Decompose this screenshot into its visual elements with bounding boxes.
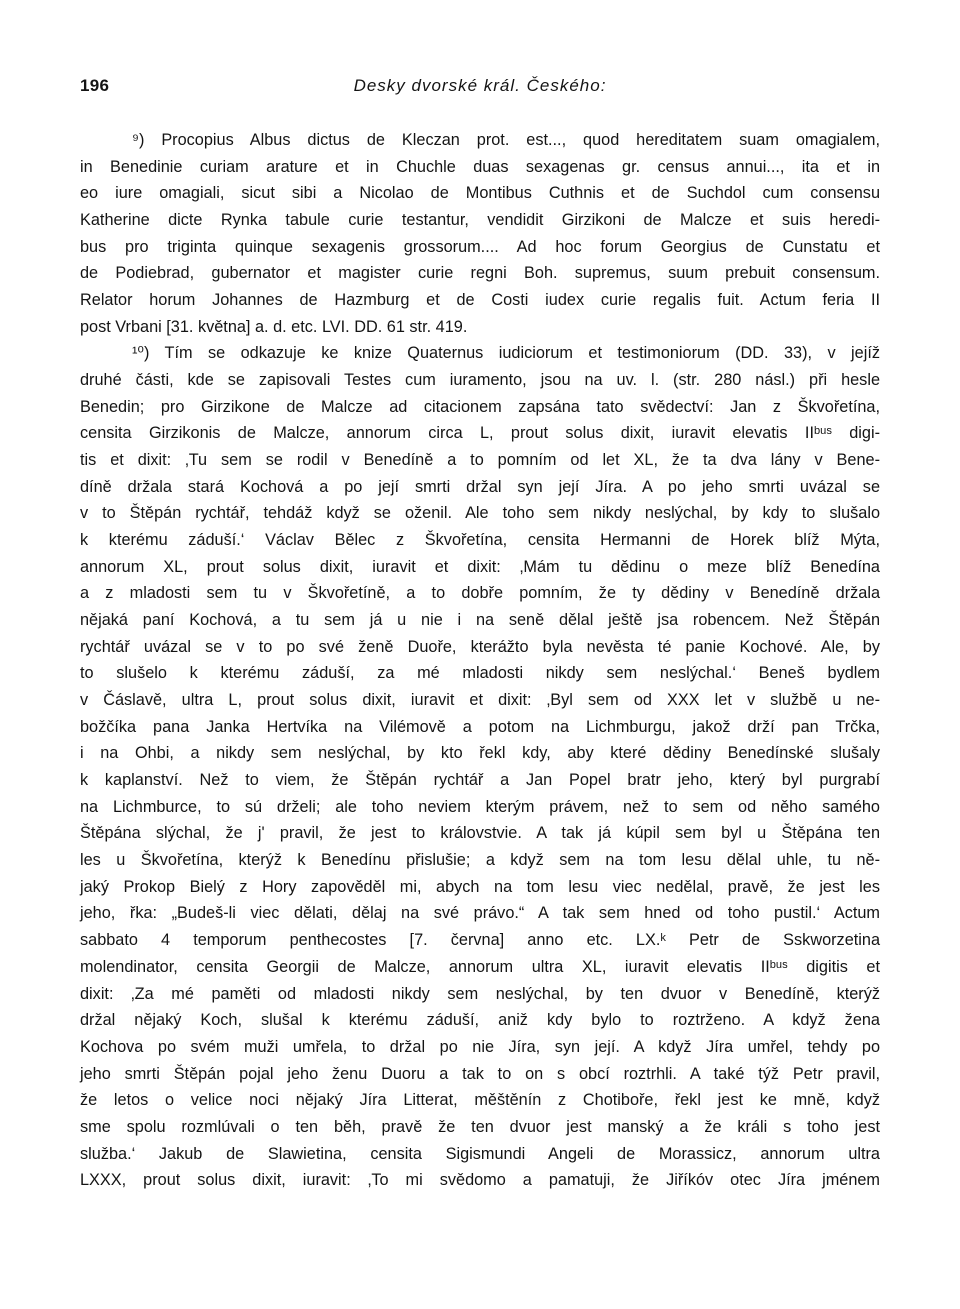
text-line: molendinator, censita Georgii de Malcze, annorum ultra XL, iuravit elevatis IIᵇᵘˢ digitis et (80, 957, 880, 976)
text-line: in Benedinie curiam arature et in Chuchle duas sexagenas gr. census annui..., ita et in (80, 157, 880, 176)
text-line: díně držala stará Kochová a po její smrti držal syn její Jíra. A po jeho smrti uvázal se (80, 477, 880, 496)
text-line: božčíka pana Janka Hertvíka na Vilémově a potom na Lichmburgu, jakož drží pan Trčka, (80, 717, 880, 736)
text-line: nějaká paní Kochová, a tu sem já u nie i na seně dělal ještě jsa robencem. Než Štěpán (80, 611, 880, 630)
text-line: bus pro triginta quinque sexagenis grossorum.... Ad hoc forum Georgius de Cunstatu et (80, 237, 880, 256)
text-line: les u Škvořetína, kterýž k Benedínu přislušie; a když sem na tom lesu dělal uhle, tu ně- (80, 851, 880, 870)
text-line: na Lichmburce, to sú drželi; ale toho neviem kterým právem, než to sem od něho samého (80, 797, 880, 816)
text-line: Katherine dicte Rynka tabule curie testantur, vendidit Girzikoni de Malcze et suis heredi- (80, 211, 880, 230)
text-line: to slušelo k kterému záduší, za mé mladosti nikdy sem neslýchal.‘ Beneš bydlem (80, 664, 880, 683)
text-line: LXXX, prout solus dixit, iuravit: ‚To mi svědomo a pamatuji, že Jiříkóv otec Jíra jménem (80, 1171, 880, 1190)
text-line: Kochova po svém muži umřela, to držal po nie Jíra, syn její. A když Jíra umřel, tehdy po (80, 1037, 880, 1056)
text-line: Benedin; pro Girzikone de Malcze ad citacionem zapsána tato svědectví: Jan z Škvořetína, (80, 397, 880, 416)
text-line: tis et dixit: ‚Tu sem se rodil v Benedíně a to pomním od let XL, že ta dva lány v Bene- (80, 451, 880, 470)
page-number: 196 (80, 76, 110, 95)
running-head (80, 76, 880, 100)
text-line: post Vrbani [31. května] a. d. etc. LVI. DD. 61 str. 419. (80, 317, 468, 336)
text-line: dixit: ‚Za mé paměti od mladosti nikdy sem neslýchal, by ten dvuor v Benedíně, kterýž (80, 984, 880, 1003)
text-line: služba.‘ Jakub de Slawietina, censita Sigismundi Angeli de Morassicz, annorum ultra (80, 1144, 880, 1163)
text-line: jeho smrti Štěpán pojal jeho ženu Duoru a tak to on s obcí roztrhli. A také týž Petr pravil, (80, 1064, 880, 1083)
running-title: Desky dvorské král. Českého: (353, 76, 607, 95)
footnote-10-line: ¹⁰) Tím se odkazuje ke knize Quaternus iudiciorum et testimoniorum (DD. 33), v jejíž (132, 344, 880, 363)
footnotes-body (80, 127, 880, 1194)
text-line: držal nějaký Koch, slušal k kterému záduší, aniž kdy bylo to roztrženo. A když žena (80, 1011, 880, 1030)
text-line: jaký Prokop Bielý z Hory zapověděl mi, abych na tom lesu viec nedělal, pravě, že jest les (80, 877, 880, 896)
document-page (80, 0, 880, 1309)
text-line: eo iure omagiali, sicut sibi a Nicolao de Montibus Cuthnis et de Suchdol cum consensu (80, 184, 880, 203)
text-line: Relator horum Johannes de Hazmburg et de Costi iudex curie regalis fuit. Actum feria II (80, 291, 880, 310)
text-line: k kterému záduší.‘ Václav Bělec z Škvořetína, censita Hermanni de Horek blíž Mýta, (80, 531, 880, 550)
text-line: jeho, řka: „Budeš-li viec dělati, dělaj na své právo.“ A tak sem hned od toho pustil.‘ Actum (80, 904, 880, 923)
text-line: v to Štěpán rychtář, tehdáž když se oženil. Ale toho sem nikdy neslýchal, by kdy to slušalo (80, 504, 880, 523)
text-line: annorum XL, prout solus dixit, iuravit et dixit: ‚Mám tu dědinu o meze blíž Benedína (80, 557, 880, 576)
text-line: sabbato 4 temporum penthecostes [7. června] anno etc. LX.ᵏ Petr de Sskworzetina (80, 931, 880, 950)
text-line: i na Ohbi, a nikdy sem neslýchal, by kto řekl kdy, aby které dědiny Benedínské slušaly (80, 744, 880, 763)
footnote-9-line: ⁹) Procopius Albus dictus de Kleczan prot. est..., quod hereditatem suam omagialem, (132, 131, 880, 149)
text-line: Štěpána slýchal, že j' pravil, že jest to královstvie. A tak já kúpil sem byl u Štěpána ten (80, 824, 880, 843)
text-line: k kaplanství. Než to viem, že Štěpán rychtář a Jan Popel bratr jeho, který byl purgrabí (80, 771, 880, 790)
text-line: sme spolu rozmlúvali o ten běh, pravě že ten dvuor jest manský a že králi s toho jest (80, 1117, 880, 1136)
text-line: censita Girzikonis de Malcze, annorum circa L, prout solus dixit, iuravit elevatis IIᵇᵘˢ digi- (80, 424, 880, 443)
text-line: de Podiebrad, gubernator et magister curie regni Boh. supremus, suum prebuit consensum. (80, 264, 880, 283)
text-line: druhé části, kde se zapisovali Testes cum iuramento, jsou na uv. l. (str. 280 násl.) při hesle (80, 371, 880, 390)
text-line: a z mladosti sem tu v Škvořetíně, a to dobře pomním, že ty dědiny v Benedíně držala (80, 584, 880, 603)
text-line: rychtář uvázal se v to po své ženě Duoře, kterážto byla nevěsta té panie Kochové. Ale, by (80, 637, 880, 656)
text-line: že letos o velice noci nějaký Jíra Litterat, měštěnín z Chotiboře, řekl jest ke mně, když (80, 1091, 880, 1110)
text-line: v Čáslavě, ultra L, prout solus dixit, iuravit et dixit: ‚Byl sem od XXX let v službě u ne- (80, 691, 880, 710)
